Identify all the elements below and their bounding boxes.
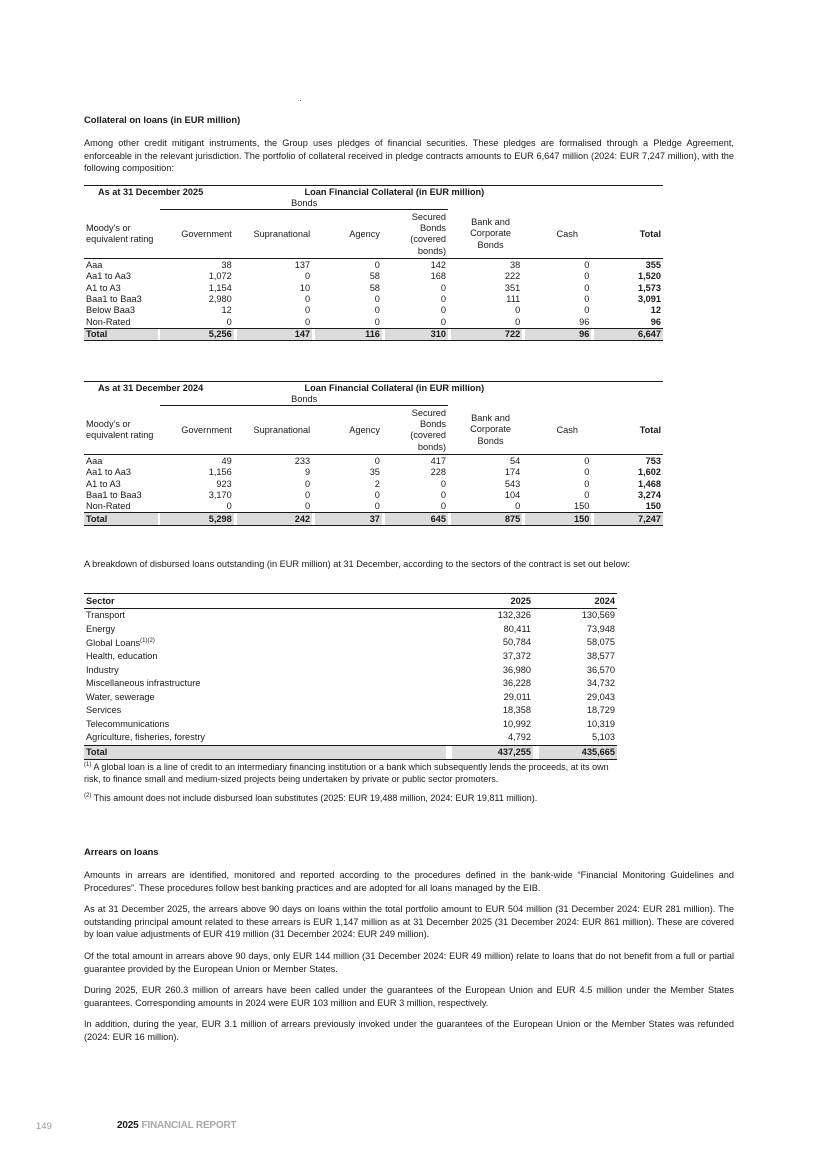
total-label: Total [84,513,158,525]
cell-government: 38 [221,259,232,270]
total-cash: 96 [525,328,591,340]
sector-label: Transport [86,610,125,621]
total-row-2025 [84,328,663,340]
cell-government: 49 [221,455,232,466]
sector-header-label: Sector [84,594,446,609]
sector-value-2024: 130,569 [581,610,615,621]
cell-cash: 0 [584,294,590,304]
table-row [84,271,663,282]
cell-secured: 0 [440,490,447,500]
bank-header: Bank and Corporate Bonds [451,406,522,455]
cell-secured: 417 [430,455,447,466]
cell-bank: 104 [504,490,521,500]
cash-header: Cash [525,406,591,455]
row-label: A1 to A3 [86,478,121,489]
row-label: A1 to A3 [86,282,121,293]
cell-agency: 0 [374,501,380,512]
stray-mark [300,100,301,101]
cell-total: 96 [650,316,661,327]
agency-header: Agency [315,210,382,259]
sector-header-2025: 2025 [452,594,533,609]
cell-total: 1,602 [638,467,661,478]
cell-bank: 0 [515,501,521,512]
sector-label-cell [84,636,446,650]
arrears-title: Arrears on loans [84,846,159,857]
cell-secured: 0 [440,294,447,304]
bonds-header-2024: Bonds [160,394,448,406]
report-title: FINANCIAL REPORT [141,1120,237,1131]
cell-cash: 96 [579,316,590,327]
row-label: Aaa [86,259,103,270]
table-row [84,663,617,677]
page-number: 149 [36,1121,52,1132]
table-row [84,704,617,718]
cash-header: Cash [525,210,591,259]
row-label: Baa1 to Baa3 [86,490,142,500]
cell-government: 3,170 [208,490,232,500]
sector-total-2024: 435,665 [539,745,617,760]
table-row [84,294,663,305]
sector-value-2024: 10,319 [586,718,615,729]
sector-value-2025: 36,228 [502,678,531,689]
cell-supranational: 0 [305,501,311,512]
sector-label: Agriculture, fisheries, forestry [86,732,205,743]
total-agency: 37 [315,513,382,525]
cell-agency: 58 [369,282,380,293]
row-label: Aa1 to Aa3 [86,467,131,478]
cell-bank: 54 [510,455,521,466]
sector-value-2024: 5,103 [592,732,615,743]
cell-bank: 222 [504,271,521,282]
sector-value-2024: 18,729 [586,705,615,716]
secured-header: Secured Bonds (covered bonds) [385,210,448,259]
cell-agency: 35 [369,467,380,478]
row-label: Below Baa3 [86,305,136,316]
sector-label-cell [84,731,446,745]
sector-value-2025: 37,372 [502,650,531,661]
cell-government: 0 [226,316,232,327]
cell-supranational: 9 [305,467,311,478]
cell-supranational: 10 [299,282,311,293]
cell-total: 753 [645,455,661,466]
as-at-2025: As at 31 December 2025 [84,186,234,199]
cell-secured: 168 [430,271,447,282]
sector-label: Energy [86,623,116,634]
cell-supranational: 137 [294,259,311,270]
cell-bank: 174 [504,467,521,478]
cell-total: 355 [645,259,661,270]
table-row [84,677,617,691]
report-year: 2025 [117,1120,139,1131]
table-row [84,649,617,663]
bonds-header-2025: Bonds [160,198,448,210]
cell-supranational: 0 [305,305,311,316]
table-row [84,690,617,704]
cell-supranational: 0 [305,478,311,489]
cell-total: 3,274 [638,490,661,500]
cell-secured: 0 [440,501,447,512]
cell-agency: 0 [374,259,380,270]
footnote-1-text: A global loan is a line of credit to an intermediary financing institution or a bank which subsequently lends the proceeds, at its own risk, to finance small and medium-sized projects being undertaken by private or public sector promoters. [84,762,609,784]
cell-government: 1,072 [208,271,232,282]
cell-government: 923 [216,478,232,489]
table-row [84,608,617,622]
collateral-intro: Among other credit mitigant instruments, the Group uses pledges of financial securities. These pledges are formalised through a Pledge Agreement, enforceable in the relevant jurisdiction. The portfolio of collateral received in pledge contracts amounts to EUR 6,647 million (2024: EUR 7,247 million), with the following composition: [84,138,734,174]
cell-secured: 142 [430,259,447,270]
total-supranational: 147 [237,328,312,340]
cell-total: 12 [650,305,661,316]
arrears-paragraph-5: In addition, during the year, EUR 3.1 million of arrears previously invoked under the guarantees of the European Union or the Member States was refunded (2024: EUR 16 million). [84,1019,734,1042]
sector-total-row [84,745,617,760]
total-bank: 875 [451,513,522,525]
arrears-paragraph-4: During 2025, EUR 260.3 million of arrears have been called under the guarantees of the European Union and EUR 4.5 million under the Member States guarantees. Corresponding amounts in 2024 were EUR 103 million and EUR 3 million, respectively. [84,985,734,1008]
cell-cash: 0 [584,478,590,489]
cell-agency: 0 [374,294,380,304]
collateral-title: Collateral on loans (in EUR million) [84,114,241,125]
sector-value-2024: 38,577 [586,650,615,661]
row-label: Non-Rated [86,501,131,512]
total-secured: 645 [385,513,448,525]
bank-header: Bank and Corporate Bonds [451,210,522,259]
sector-label-cell [84,622,446,636]
total-supranational: 242 [237,513,312,525]
cell-cash: 0 [584,305,590,316]
total-row-2024 [84,513,663,525]
sector-value-2025: 10,992 [502,718,531,729]
sector-value-2025: 29,011 [503,691,531,702]
table-row [84,501,663,513]
cell-total: 150 [645,501,661,512]
cell-cash: 0 [584,467,590,478]
total-secured: 310 [385,328,448,340]
rating-header: Moody's or equivalent rating [84,210,158,259]
total-government: 5,298 [160,513,233,525]
total-cash: 150 [525,513,591,525]
total-header: Total [594,406,663,455]
cell-cash: 0 [584,455,590,466]
table-row [84,731,617,745]
cell-agency: 0 [374,490,380,500]
cell-government: 2,980 [208,294,232,304]
table-row [84,490,663,501]
sector-value-2025: 18,358 [502,705,531,716]
supranational-header: Supranational [237,406,312,455]
cell-total: 1,520 [638,271,661,282]
cell-bank: 543 [504,478,521,489]
arrears-paragraph-1: Amounts in arrears are identified, monitored and reported according to the procedures defined in the bank-wide “Financial Monitoring Guidelines and Procedures”. These procedures follow best banking practices and are adopted for all loans managed by the EIB. [84,870,734,893]
cell-supranational: 0 [305,294,311,304]
cell-cash: 150 [574,501,590,512]
cell-cash: 0 [584,271,590,282]
total-agency: 116 [315,328,382,340]
sector-intro: A breakdown of disbursed loans outstanding (in EUR million) at 31 December, according to the sectors of the contract is set out below: [84,559,630,569]
rating-header: Moody's or equivalent rating [84,406,158,455]
sector-label: Telecommunications [86,718,170,729]
cell-cash: 0 [584,282,590,293]
row-label: Aaa [86,455,103,466]
sector-value-2024: 34,732 [586,678,615,689]
sector-footnote-ref: (1)(2) [140,638,155,645]
cell-total: 3,091 [638,294,661,304]
sector-value-2025: 50,784 [502,637,531,648]
table-row [84,478,663,489]
table-row [84,717,617,731]
sector-total-2025: 437,255 [452,745,533,760]
arrears-paragraph-2: As at 31 December 2025, the arrears above 90 days on loans within the total portfolio amount to EUR 504 million (31 December 2024: EUR 281 million). The outstanding principal amount related to these arrears is EUR 1,147 million as at 31 December 2025 (31 December 2024: EUR 861 million). These are covered by loan value adjustments of EUR 419 million (31 December 2024: EUR 249 million). [84,904,734,940]
cell-supranational: 0 [305,316,311,327]
footnote-2-text: This amount does not include disbursed loan substitutes (2025: EUR 19,488 million, 2024: EUR 19,811 million). [93,793,538,803]
sector-value-2025: 4,792 [508,732,531,743]
cell-secured: 0 [440,316,447,327]
supranational-header: Supranational [237,210,312,259]
sector-label-cell [84,608,446,622]
cell-cash: 0 [584,490,590,500]
sector-value-2024: 58,075 [586,637,615,648]
cell-agency: 2 [374,478,380,489]
total-label: Total [84,328,158,340]
sector-value-2025: 36,980 [502,664,531,675]
cell-secured: 228 [430,467,447,478]
cell-bank: 111 [506,294,521,304]
sector-label-cell [84,717,446,731]
cell-bank: 351 [504,282,521,293]
cell-government: 1,154 [208,282,232,293]
cell-supranational: 233 [294,455,311,466]
sector-table [84,593,617,760]
total-total: 7,247 [594,513,663,525]
sector-label: Industry [86,664,119,675]
total-total: 6,647 [594,328,663,340]
sector-label: Services [86,705,122,716]
footnote-2 [84,790,614,804]
sector-total-label: Total [84,745,446,760]
sector-label-cell [84,704,446,718]
cell-secured: 0 [440,478,447,489]
as-at-2024: As at 31 December 2024 [84,382,234,395]
row-label: Aa1 to Aa3 [86,271,131,282]
collateral-table-2025 [84,185,663,341]
sector-label: Miscellaneous infrastructure [86,678,201,689]
cell-total: 1,468 [638,478,661,489]
cell-agency: 58 [369,271,380,282]
cell-supranational: 0 [305,271,311,282]
cell-bank: 38 [510,259,521,270]
table-row [84,467,663,478]
table-row [84,316,663,328]
collateral-table-2024 [84,381,663,526]
cell-agency: 0 [374,305,380,316]
sector-label: Global Loans [86,638,141,649]
sector-label: Health, education [86,650,158,661]
secured-header: Secured Bonds (covered bonds) [385,406,448,455]
group-title-2025: Loan Financial Collateral (in EUR million) [234,186,663,199]
cell-total: 1,573 [638,282,661,293]
sector-value-2025: 80,411 [503,623,531,634]
table-row [84,455,663,467]
group-title-2024: Loan Financial Collateral (in EUR million) [234,382,663,395]
government-header: Government [160,406,233,455]
sector-header-2024: 2024 [539,594,617,609]
cell-bank: 0 [515,316,521,327]
cell-bank: 0 [515,305,521,316]
sector-label-cell [84,690,446,704]
sector-value-2024: 73,948 [586,623,615,634]
total-government: 5,256 [160,328,233,340]
footnote-2-mark: (2) [84,793,92,799]
table-row [84,282,663,293]
arrears-paragraph-3: Of the total amount in arrears above 90 days, only EUR 144 million (31 December 2024: EUR 49 million) relate to loans that do not benefit from a full or partial guarantee provided by the European Union or Member States. [84,951,734,974]
sector-label-cell [84,663,446,677]
cell-government: 0 [226,501,232,512]
cell-secured: 0 [440,282,447,293]
table-row [84,636,617,650]
cell-agency: 0 [374,455,380,466]
cell-secured: 0 [440,305,447,316]
footnote-1-mark: (1) [84,762,92,768]
row-label: Non-Rated [86,316,131,327]
table-row [84,259,663,271]
sector-label-cell [84,649,446,663]
sector-label: Water, sewerage [86,691,155,702]
total-bank: 722 [451,328,522,340]
government-header: Government [160,210,233,259]
sector-label-cell [84,677,446,691]
footnote-1 [84,759,614,785]
sector-value-2025: 132,326 [497,610,531,621]
table-row [84,622,617,636]
total-header: Total [594,210,663,259]
sector-value-2024: 29,043 [586,691,615,702]
sector-value-2024: 36,570 [586,664,615,675]
cell-supranational: 0 [305,490,311,500]
agency-header: Agency [315,406,382,455]
cell-agency: 0 [374,316,380,327]
table-row [84,305,663,316]
cell-government: 12 [221,305,232,316]
cell-government: 1,156 [208,467,232,478]
cell-cash: 0 [584,259,590,270]
report-footer-brand [117,1120,236,1131]
row-label: Baa1 to Baa3 [86,294,142,304]
